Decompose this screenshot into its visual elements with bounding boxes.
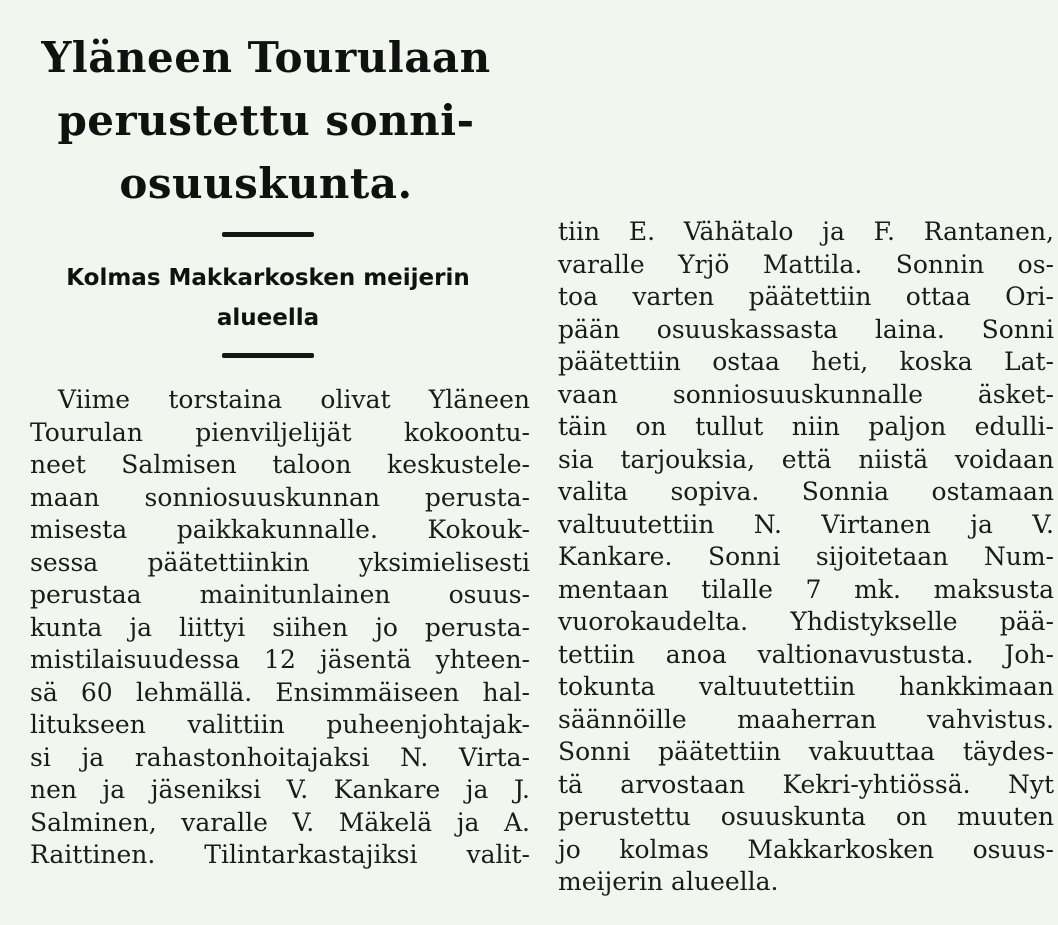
body-text-line: sia tarjouksia, että niistä voidaan (558, 444, 1054, 474)
body-text-line: perustettu osuuskunta on muuten (558, 802, 1054, 831)
body-text-line: Sonni päätettiin vakuuttaa täydes- (558, 737, 1054, 766)
body-text-line: meijerin alueella. (558, 867, 779, 896)
body-text-line: vuorokaudelta. Yhdistykselle pää- (558, 607, 1054, 636)
body-text-line: tokunta valtuutettiin hankkimaan (558, 672, 1054, 701)
body-text-line: sä 60 lehmällä. Ensimmäiseen hal- (30, 677, 530, 707)
body-text-line: Tourulan pienviljelijät kokoontu- (30, 417, 530, 447)
body-text-line: perustaa mainitunlainen osuus- (30, 580, 530, 609)
body-text-line: misesta paikkakunnalle. Kokouk- (30, 515, 530, 544)
body-text-line: täin on tullut niin paljon edulli- (558, 412, 1054, 441)
body-text-line: mistilaisuudessa 12 jäsentä yhteen- (30, 645, 530, 674)
body-text-line: Kankare. Sonni sijoitetaan Num- (558, 542, 1054, 571)
body-text-line: tä arvostaan Kekri-yhtiössä. Nyt (558, 769, 1054, 799)
body-text-line: Salminen, varalle V. Mäkelä ja A. (30, 807, 530, 837)
body-text-line: tiin E. Vähätalo ja F. Rantanen, (558, 217, 1054, 246)
headline-divider (222, 232, 314, 237)
body-text-line: vaan sonniosuuskunnalle äsket- (558, 379, 1054, 409)
body-text-line: kunta ja liittyi siihen jo perusta- (30, 612, 530, 642)
body-text-line: sessa päätettiinkin yksimielisesti (30, 547, 530, 577)
article-body-right-column (558, 216, 1054, 899)
subheading-divider (222, 353, 314, 358)
body-text-line: neet Salmisen taloon keskustele- (30, 450, 530, 479)
body-text-line: valtuutettiin N. Virtanen ja V. (558, 509, 1054, 539)
headline-line: Yläneen Tourulaan (41, 33, 491, 82)
body-text-line: säännöille maaherran vahvistus. (558, 704, 1054, 734)
body-text-line: Viime torstaina olivat Yläneen (58, 385, 530, 414)
body-text-line: Raittinen. Tilintarkastajiksi valit- (30, 840, 530, 869)
body-text-line: si ja rahastonhoitajaksi N. Virta- (30, 742, 530, 772)
subheading-line: alueella (216, 305, 320, 331)
body-text-line: mentaan tilalle 7 mk. maksusta (558, 574, 1054, 604)
body-text-line: toa varten päätettiin ottaa Ori- (558, 282, 1054, 311)
subheading-line: Kolmas Makkarkosken meijerin (66, 265, 470, 291)
body-text-line: nen ja jäseniksi V. Kankare ja J. (30, 775, 530, 804)
headline-line: osuuskunta. (119, 159, 413, 208)
body-text-line: maan sonniosuuskunnan perusta- (30, 482, 530, 512)
headline-line: perustettu sonni- (57, 96, 475, 145)
body-text-line: varalle Yrjö Mattila. Sonnin os- (558, 249, 1054, 279)
article-body-left-column (30, 384, 530, 872)
article-headline (16, 26, 516, 215)
body-text-line: litukseen valittiin puheenjohtajak- (30, 710, 530, 739)
article-subheading (20, 258, 516, 338)
body-text-line: pään osuuskassasta laina. Sonni (558, 314, 1054, 344)
body-text-line: päätettiin ostaa heti, koska Lat- (558, 347, 1054, 376)
body-text-line: jo kolmas Makkarkosken osuus- (558, 834, 1054, 864)
body-text-line: valita sopiva. Sonnia ostamaan (558, 477, 1054, 506)
body-text-line: tettiin anoa valtionavustusta. Joh- (558, 639, 1054, 669)
